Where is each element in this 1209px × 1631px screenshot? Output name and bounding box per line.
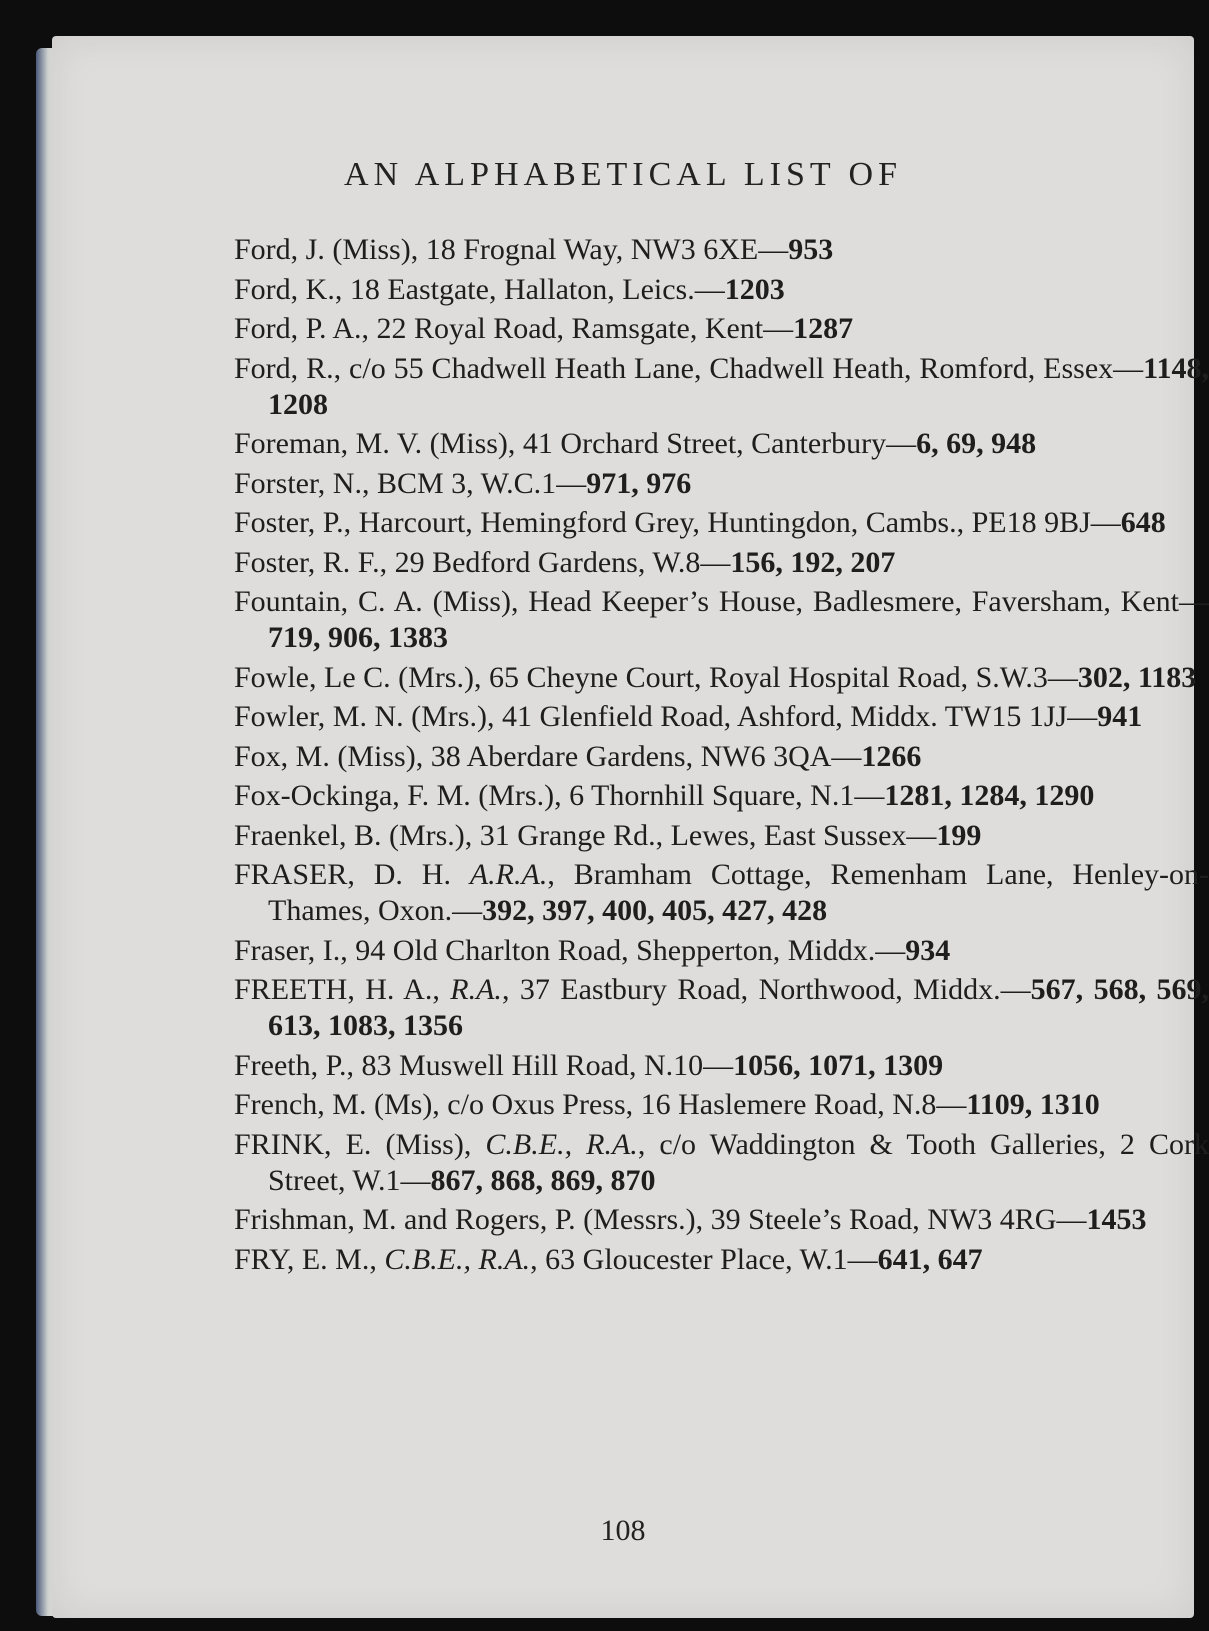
entry-name: Foreman, M. V. (Miss), 41 Orchard Street, Canterbury [234, 427, 887, 460]
entry-separator: — [400, 1163, 431, 1197]
list-item [234, 660, 1209, 696]
entry-address: , 37 Eastbury Road, Northwood, Middx. [501, 973, 1001, 1006]
entry-separator: — [703, 1048, 734, 1082]
entry-separator: — [1113, 351, 1144, 385]
entry-refs: 953 [788, 233, 834, 266]
entry-refs: 934 [905, 933, 951, 967]
list-item [234, 545, 1209, 581]
entry-refs: 1203 [724, 272, 785, 306]
entry-separator: — [1179, 585, 1209, 618]
entry-refs: 719, 906, 1383 [268, 621, 448, 654]
list-item [234, 272, 1209, 308]
list-item [234, 351, 1209, 423]
entry-refs: 302, 1183 [1077, 660, 1197, 694]
entry-refs: 199 [936, 818, 982, 852]
entry-separator: — [763, 312, 794, 345]
list-item [234, 1127, 1209, 1199]
entry-name: Forster, N., BCM 3, W.C.1 [234, 466, 557, 500]
entry-name: Fox-Ockinga, F. M. (Mrs.), 6 Thornhill Square, N.1 [234, 779, 855, 812]
list-item [234, 818, 1209, 854]
list-item [234, 1087, 1209, 1123]
entry-separator: — [1056, 1203, 1087, 1236]
entry-honours: A.R.A. [469, 858, 548, 891]
entry-refs: 1266 [861, 739, 922, 773]
list-item [234, 778, 1209, 814]
entry-name: Fraser, I., 94 Old Charlton Road, Shepperton, Middx. [234, 933, 876, 967]
list-item [234, 1048, 1209, 1084]
entry-name: Fountain, C. A. (Miss), Head Keeper’s House, Badlesmere, Faversham, Kent [234, 585, 1179, 618]
entry-refs: 1109, 1310 [966, 1088, 1100, 1121]
entry-name: Ford, P. A., 22 Royal Road, Ramsgate, Kent [234, 312, 764, 345]
entry-honours: C.B.E., R.A. [485, 1127, 638, 1161]
entry-refs: 1281, 1284, 1290 [884, 779, 1095, 812]
entry-separator: — [906, 818, 937, 852]
list-item [234, 232, 1209, 268]
entry-separator: — [452, 894, 483, 927]
entry-name: Foster, P., Harcourt, Hemingford Grey, Huntingdon, Cambs., PE18 9BJ [234, 506, 1091, 539]
entry-name: Frishman, M. and Rogers, P. (Messrs.), 39 Steele’s Road, NW3 4RG [234, 1203, 1057, 1236]
entry-separator: — [875, 933, 906, 967]
entry-name: Fraenkel, B. (Mrs.), 31 Grange Rd., Lewes, East Sussex [234, 818, 907, 852]
entry-address: , Bramham Cottage, Remenham Lane, Henley-on-Thames, Oxon. [268, 858, 1209, 927]
list-item [234, 1202, 1209, 1238]
list-item [234, 426, 1209, 462]
entry-refs: 156, 192, 207 [730, 545, 896, 579]
list-item [234, 311, 1209, 347]
list-item [234, 933, 1209, 969]
entry-refs: 1056, 1071, 1309 [733, 1048, 944, 1082]
entry-list [234, 232, 1209, 1281]
list-item [234, 584, 1209, 656]
entry-separator: — [854, 779, 885, 812]
entry-refs: 941 [1097, 700, 1143, 733]
entry-separator: — [886, 427, 917, 460]
entry-refs: 1148, 1208 [268, 351, 1209, 421]
entry-name: Freeth, P., 83 Muswell Hill Road, N.10 [234, 1048, 704, 1082]
entry-refs: 567, 568, 569, 613, 1083, 1356 [268, 973, 1209, 1042]
book-page [52, 36, 1209, 1618]
entry-name: FRY, E. M., [234, 1242, 377, 1276]
entry-separator: — [847, 1242, 878, 1276]
entry-name: Fowle, Le C. (Mrs.), 65 Cheyne Court, Royal Hospital Road, S.W.3 [234, 660, 1048, 694]
list-item [234, 466, 1209, 502]
entry-separator: — [700, 545, 731, 579]
entry-name: Fowler, M. N. (Mrs.), 41 Glenfield Road, Ashford, Middx. TW15 1JJ [234, 700, 1068, 733]
entry-name: Fox, M. (Miss), 38 Aberdare Gardens, NW6 3QA [234, 739, 832, 773]
list-item [234, 972, 1209, 1044]
entry-address: , 63 Gloucester Place, W.1 [530, 1242, 848, 1276]
entry-separator: — [1067, 700, 1098, 733]
entry-separator: — [1090, 506, 1121, 539]
entry-separator: — [758, 233, 789, 266]
entry-name: FRINK, E. (Miss), [234, 1127, 472, 1161]
entry-refs: 1453 [1086, 1203, 1147, 1236]
entry-refs: 648 [1120, 506, 1166, 539]
page-number: 108 [600, 1514, 646, 1547]
list-item [234, 739, 1209, 775]
entry-name: Foster, R. F., 29 Bedford Gardens, W.8 [234, 545, 701, 579]
entry-name: Ford, R., c/o 55 Chadwell Heath Lane, Chadwell Heath, Romford, Essex [234, 351, 1114, 385]
list-item [234, 857, 1209, 929]
entry-refs: 1287 [793, 312, 854, 345]
entry-refs: 867, 868, 869, 870 [430, 1163, 656, 1197]
entry-name: FREETH, H. A., [234, 973, 440, 1006]
entry-refs: 641, 647 [877, 1242, 983, 1276]
entry-honours: R.A. [450, 973, 502, 1006]
list-item [234, 699, 1209, 735]
page-heading: AN ALPHABETICAL LIST OF [344, 156, 902, 193]
entry-separator: — [556, 466, 587, 500]
entry-refs: 392, 397, 400, 405, 427, 428 [482, 894, 828, 927]
entry-separator: — [831, 739, 862, 773]
entry-separator: — [1000, 973, 1031, 1006]
list-item [234, 505, 1209, 541]
entry-refs: 6, 69, 948 [916, 427, 1037, 460]
entry-address: , c/o Waddington & Tooth Galleries, 2 Cork Street, W.1 [268, 1127, 1209, 1197]
entry-separator: — [1047, 660, 1078, 694]
entry-name: FRASER, D. H. [234, 858, 451, 891]
entry-separator: — [936, 1088, 967, 1121]
entry-refs: 971, 976 [586, 466, 692, 500]
list-item [234, 1242, 1209, 1278]
entry-name: Ford, J. (Miss), 18 Frognal Way, NW3 6XE [234, 233, 759, 266]
entry-separator: — [694, 272, 725, 306]
entry-name: Ford, K., 18 Eastgate, Hallaton, Leics. [234, 272, 695, 306]
entry-honours: C.B.E., R.A. [384, 1242, 531, 1276]
entry-name: French, M. (Ms), c/o Oxus Press, 16 Haslemere Road, N.8 [234, 1088, 937, 1121]
